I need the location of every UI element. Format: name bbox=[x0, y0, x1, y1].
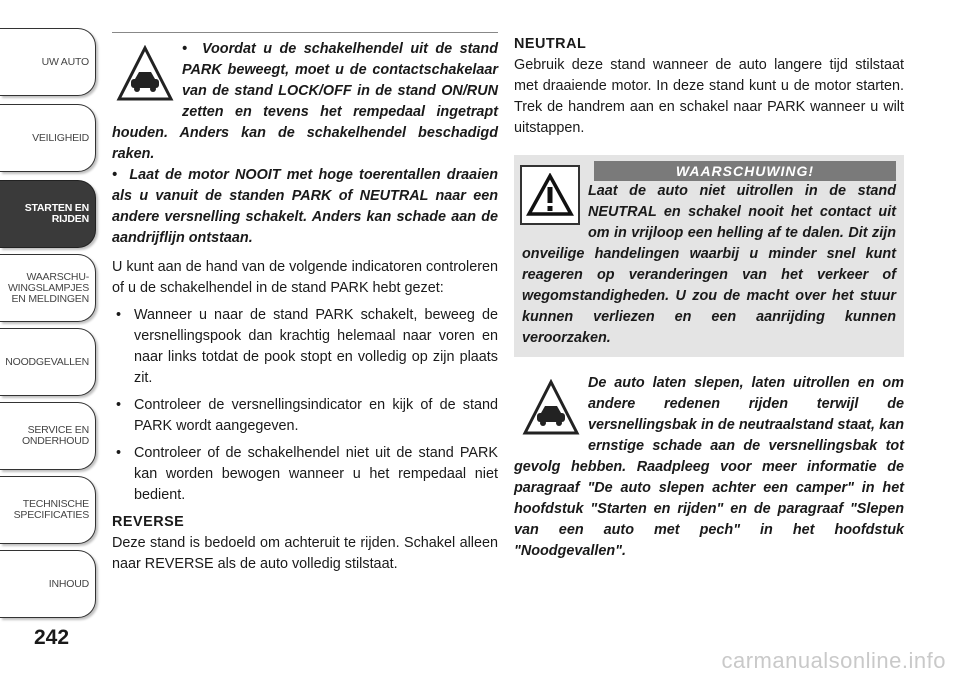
tab-service-en-onderhoud[interactable]: SERVICE EN ONDERHOUD bbox=[0, 402, 96, 470]
watermark: carmanualsonline.info bbox=[721, 648, 946, 673]
caution-block bbox=[514, 373, 904, 562]
caution-item: • Laat de motor NOOIT met hoge toerentallen draaien als u vanuit de standen PARK of NEUTRAL naar een andere versnelling schakelt. Anders kan schade aan de aandrijflijn ontstaan. bbox=[112, 167, 498, 246]
list-item: • Controleer de versnellingsindicator en kijk of de stand PARK wordt aangegeven. bbox=[112, 395, 498, 437]
reverse-heading: REVERSE bbox=[112, 514, 185, 530]
warning-text: Laat de auto niet uitrollen in de stand NEUTRAL en schakel nooit het contact uit om in vrijloop een helling af te dalen. Dit zijn onveilige handelingen waarbij u minder snel kunt reageren op veranderingen van het verkeer of wegomstandigheden. U zou de macht over het stuur kunnen verliezen en een aanrijding kunnen veroorzaken. bbox=[522, 183, 896, 346]
tab-waarschuwingslampjes[interactable]: WAARSCHU- WINGSLAMPJES EN MELDINGEN bbox=[0, 254, 96, 322]
list-item: • Controleer of de schakelhendel niet uit de stand PARK kan worden bewogen wanneer u het rempedaal niet bedient. bbox=[112, 443, 498, 506]
tab-veiligheid[interactable]: VEILIGHEID bbox=[0, 104, 96, 172]
divider bbox=[112, 32, 498, 33]
tab-noodgevallen[interactable]: NOODGEVALLEN bbox=[0, 328, 96, 396]
tab-uw-auto[interactable]: UW AUTO bbox=[0, 28, 96, 96]
right-column bbox=[514, 32, 904, 562]
caution-item: • Voordat u de schakelhendel uit de stand PARK beweegt, moet u de contactschakelaar van de stand LOCK/OFF in de stand ON/RUN zetten en tevens het rempedaal ingetrapt houden. Anders kan de schakelhendel beschadigd raken. bbox=[112, 41, 498, 162]
car-caution-triangle-icon bbox=[522, 379, 580, 437]
reverse-text: Deze stand is bedoeld om achteruit te rijden. Schakel alleen naar REVERSE als de auto volledig stilstaat. bbox=[112, 535, 498, 572]
list-item: • Wanneer u naar de stand PARK schakelt, beweeg de versnellingspook dan krachtig helemaal naar voren en naar links totdat de pook stopt en volledig op zijn plaats zit. bbox=[112, 305, 498, 389]
left-column bbox=[112, 32, 498, 581]
neutral-heading: NEUTRAL bbox=[514, 36, 587, 52]
tab-technische-specificaties[interactable]: TECHNISCHE SPECIFICATIES bbox=[0, 476, 96, 544]
warning-exclamation-triangle-icon bbox=[520, 165, 580, 225]
caution-text: De auto laten slepen, laten uitrollen en om andere redenen rijden terwijl de versnellingsbak in de neutraalstand staat, kan ernstige schade aan de versnellingsbak tot gevolg hebben. Raadpleeg voor meer informatie de paragraaf "De auto slepen achter een camper" in het hoofdstuk "Starten en rijden" en de paragraaf "Slepen van een auto met pech" in het hoofdstuk "Noodgevallen". bbox=[514, 375, 904, 559]
neutral-text: Gebruik deze stand wanneer de auto langere tijd stilstaat met draaiende motor. In deze stand kunt u de motor starten. Trek de handrem aan en schakel naar PARK wanneer u wilt uitstappen. bbox=[514, 57, 904, 136]
page-number: 242 bbox=[34, 626, 70, 649]
tab-inhoud[interactable]: INHOUD bbox=[0, 550, 96, 618]
caution-block bbox=[112, 39, 498, 249]
park-indicator-list bbox=[112, 305, 498, 506]
car-caution-triangle-icon bbox=[116, 45, 174, 103]
park-intro: U kunt aan de hand van de volgende indicatoren controleren of u de schakelhendel in de stand PARK hebt gezet: bbox=[112, 259, 498, 296]
tab-starten-en-rijden[interactable]: STARTEN EN RIJDEN bbox=[0, 180, 96, 248]
warning-box bbox=[514, 155, 904, 357]
warning-banner: WAARSCHUWING! bbox=[594, 161, 896, 181]
